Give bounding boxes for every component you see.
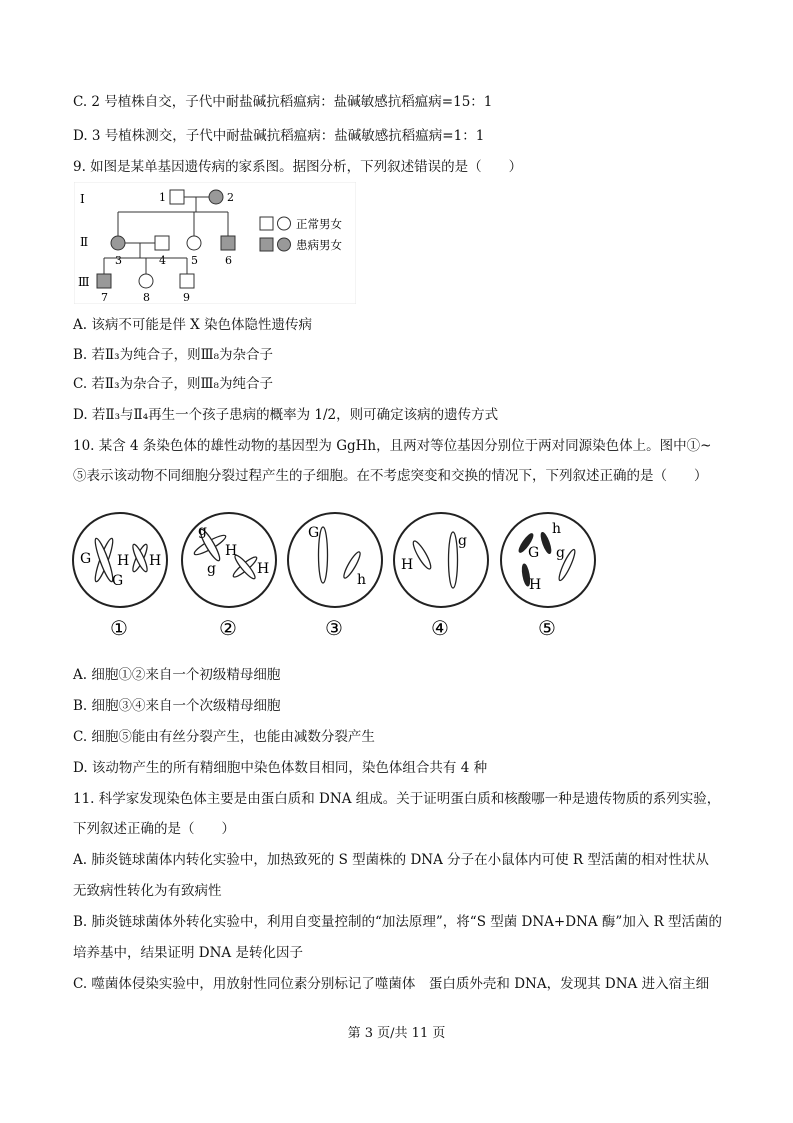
ped-num-2: 2	[227, 191, 234, 204]
q11-option-a-line1: A. 肺炎链球菌体内转化实验中，加热致死的 S 型菌株的 DNA 分子在小鼠体内可使 R 型活菌的相对性状从	[73, 852, 709, 868]
ped-num-4: 4	[159, 254, 166, 267]
ped-2-affected-female	[209, 190, 223, 204]
q8-option-d: D. 3 号植株测交，子代中耐盐碱抗稻瘟病：盐碱敏感抗稻瘟病=1：1	[73, 128, 485, 144]
q9-option-a: A. 该病不可能是伴 X 染色体隐性遗传病	[73, 317, 313, 333]
cell-2-gene-g-a: g	[198, 523, 207, 539]
cell-1-gene-G-a: G	[80, 551, 92, 567]
ped-7-affected-male	[97, 274, 111, 288]
ped-3-affected-female	[111, 236, 125, 250]
pedigree-gen-1: Ⅰ	[80, 192, 85, 206]
ped-num-9: 9	[183, 291, 190, 304]
ped-num-7: 7	[101, 291, 108, 304]
cell-3-gene-G: G	[308, 525, 320, 541]
q11-stem-line1: 11. 科学家发现染色体主要是由蛋白质和 DNA 组成。关于证明蛋白质和核酸哪一种是遗传物质的系列实验，	[73, 791, 721, 807]
ped-8-normal-female	[139, 274, 153, 288]
legend-affected-male-icon	[260, 238, 273, 251]
ped-num-5: 5	[191, 254, 198, 267]
q10-option-d: D. 该动物产生的所有精细胞中染色体数目相同，染色体组合共有 4 种	[73, 760, 488, 776]
ped-5-normal-female	[187, 236, 201, 250]
q10-option-b: B. 细胞③④来自一个次级精母细胞	[73, 698, 281, 714]
ped-num-1: 1	[159, 191, 166, 204]
q10-stem-line2: ⑤表示该动物不同细胞分裂过程产生的子细胞。在不考虑突变和交换的情况下，下列叙述正确的是（ ）	[73, 468, 708, 484]
ped-num-3: 3	[115, 254, 122, 267]
cell-1-gene-H-a: H	[117, 553, 130, 569]
cell-2-gene-H-b: H	[257, 561, 270, 577]
q11-option-a-line2: 无致病性转化为有致病性	[73, 883, 222, 899]
cell-2-gene-H-a: H	[225, 543, 238, 559]
cell-1-gene-H-b: H	[149, 553, 162, 569]
q11-option-c-line1: C. 噬菌体侵染实验中，用放射性同位素分别标记了噬菌体 蛋白质外壳和 DNA，发现其 DNA 进入宿主细	[73, 976, 710, 992]
legend-normal-male-icon	[260, 217, 273, 230]
q9-option-d: D. 若Ⅱ₃与Ⅱ₄再生一个孩子患病的概率为 1/2，则可确定该病的遗传方式	[73, 407, 499, 423]
cell-5-gene-H: H	[529, 577, 542, 593]
ped-6-affected-male	[221, 236, 235, 250]
cell-4-gene-H: H	[401, 557, 414, 573]
q10-option-a: A. 细胞①②来自一个初级精母细胞	[73, 667, 281, 683]
page-footer: 第 3 页/共 11 页	[347, 1026, 446, 1041]
cell-1-gene-G-b: G	[112, 573, 124, 589]
q10-option-c: C. 细胞⑤能由有丝分裂产生，也能由减数分裂产生	[73, 729, 375, 745]
q9-stem: 9. 如图是某单基因遗传病的家系图。据图分析，下列叙述错误的是（ ）	[73, 159, 523, 175]
q11-option-b-line1: B. 肺炎链球菌体外转化实验中，利用自变量控制的“加法原理”，将“S 型菌 DNA+DNA 酶”加入 R 型活菌的	[73, 914, 723, 930]
legend-affected-female-icon	[278, 238, 291, 251]
cell-5-label: ⑤	[538, 616, 556, 640]
cell-1-label: ①	[110, 616, 128, 640]
cell-4-chromosomes	[411, 532, 458, 588]
pedigree-gen-3: Ⅲ	[78, 275, 90, 289]
cell-5-gene-g: g	[556, 545, 565, 561]
cell-2	[182, 513, 276, 607]
cell-3-label: ③	[325, 616, 343, 640]
q11-option-b-line2: 培养基中，结果证明 DNA 是转化因子	[73, 945, 303, 961]
legend-normal-label: 正常男女	[296, 217, 342, 231]
cell-3-gene-h: h	[357, 572, 367, 588]
cell-4-label: ④	[431, 616, 449, 640]
cell-4-gene-g: g	[458, 533, 467, 549]
q10-stem-line1: 10. 某含 4 条染色体的雄性动物的基因型为 GgHh，且两对等位基因分别位于两对同源染色体上。图中①~	[73, 438, 712, 454]
pedigree-chart	[74, 182, 356, 304]
legend-affected-label: 患病男女	[296, 238, 342, 252]
cell-3-chromosomes	[319, 527, 363, 583]
cell-3	[288, 513, 382, 607]
cell-5	[501, 513, 595, 607]
ped-4-normal-male	[155, 236, 169, 250]
q9-option-c: C. 若Ⅱ₃为杂合子，则Ⅲ₈为纯合子	[73, 376, 273, 392]
q11-stem-line2: 下列叙述正确的是（ ）	[73, 821, 235, 837]
q8-option-c: C. 2 号植株自交，子代中耐盐碱抗稻瘟病：盐碱敏感抗稻瘟病=15：1	[73, 94, 493, 110]
ped-1-normal-male	[170, 190, 184, 204]
ped-9-normal-male	[180, 274, 194, 288]
ped-num-8: 8	[143, 291, 150, 304]
cell-5-gene-G: G	[528, 545, 540, 561]
cell-division-figure	[70, 505, 600, 655]
cell-2-label: ②	[219, 616, 237, 640]
ped-num-6: 6	[225, 254, 232, 267]
q9-option-b: B. 若Ⅱ₃为纯合子，则Ⅲ₈为杂合子	[73, 347, 274, 363]
cell-2-gene-g-b: g	[207, 561, 216, 577]
legend-normal-female-icon	[278, 217, 291, 230]
cell-5-gene-h: h	[552, 521, 562, 537]
pedigree-gen-2: Ⅱ	[80, 235, 89, 249]
